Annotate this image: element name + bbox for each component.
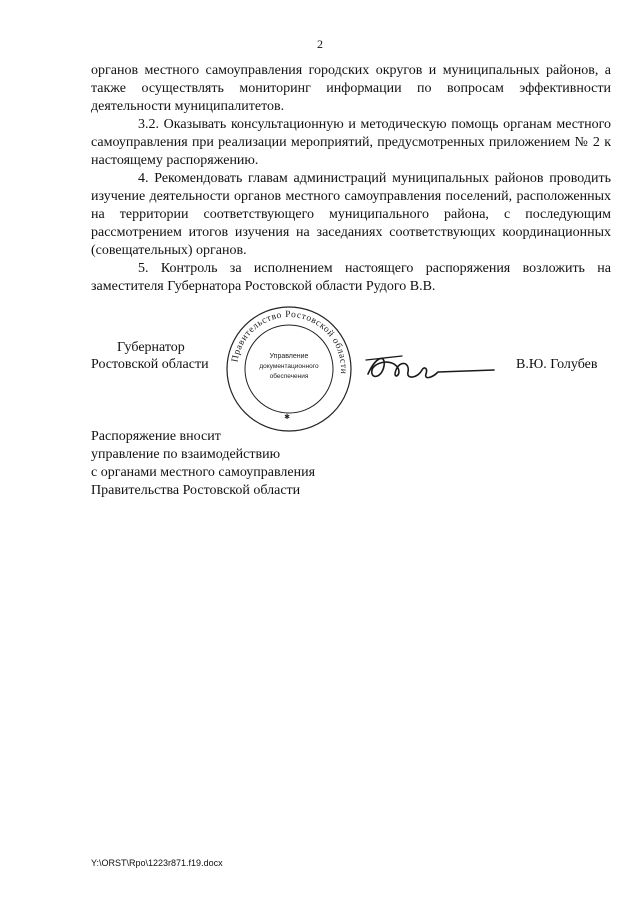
seal-inner-line1: Управление bbox=[269, 353, 309, 360]
paragraph-continuation: органов местного самоуправления городских округов и муниципальных районов, а также осуществлять мониторинг информации по вопросам эффективности деятельности муниципалитетов. bbox=[91, 63, 611, 114]
seal-inner-line2: документационного bbox=[259, 363, 319, 370]
paragraph-4: 4. Рекомендовать главам администраций муниципальных районов проводить изучение деятельности органов местного самоуправления поселений, расположенных на территории соответствующего муниципального района, с последующим рассмотрением итогов изучения на заседаниях соответствующих координационных (совещательных) органов. bbox=[91, 171, 611, 258]
signatory-title-line1: Губернатор bbox=[117, 340, 185, 355]
seal-star-icon: ✱ bbox=[284, 413, 290, 421]
paragraph-3-2: 3.2. Оказывать консультационную и методическую помощь органам местного самоуправления при реализации мероприятий, предусмотренных приложением № 2 к настоящему распоряжению. bbox=[91, 117, 611, 168]
note-line: с органами местного самоуправления bbox=[91, 465, 316, 480]
note-line: Распоряжение вносит bbox=[91, 429, 221, 444]
signatory-title-line2: Ростовской области bbox=[91, 357, 209, 372]
document-body bbox=[91, 62, 611, 296]
seal-outer-text: Правительство Ростовской области bbox=[230, 309, 349, 375]
page-number: 2 bbox=[317, 37, 323, 51]
file-path-footer: Y:\ORST\Rpo\1223r871.f19.docx bbox=[91, 858, 223, 868]
note-line: Правительства Ростовской области bbox=[91, 483, 301, 498]
official-seal bbox=[225, 305, 353, 433]
signatory-name: В.Ю. Голубев bbox=[516, 357, 598, 372]
paragraph-5: 5. Контроль за исполнением настоящего распоряжения возложить на заместителя Губернатора Ростовской области Рудого В.В. bbox=[91, 261, 611, 294]
note-line: управление по взаимодействию bbox=[91, 447, 281, 462]
signature-block bbox=[0, 300, 640, 430]
handwritten-signature bbox=[362, 348, 502, 388]
seal-inner-line3: обеспечения bbox=[269, 373, 309, 380]
submitted-by-note bbox=[91, 428, 315, 500]
